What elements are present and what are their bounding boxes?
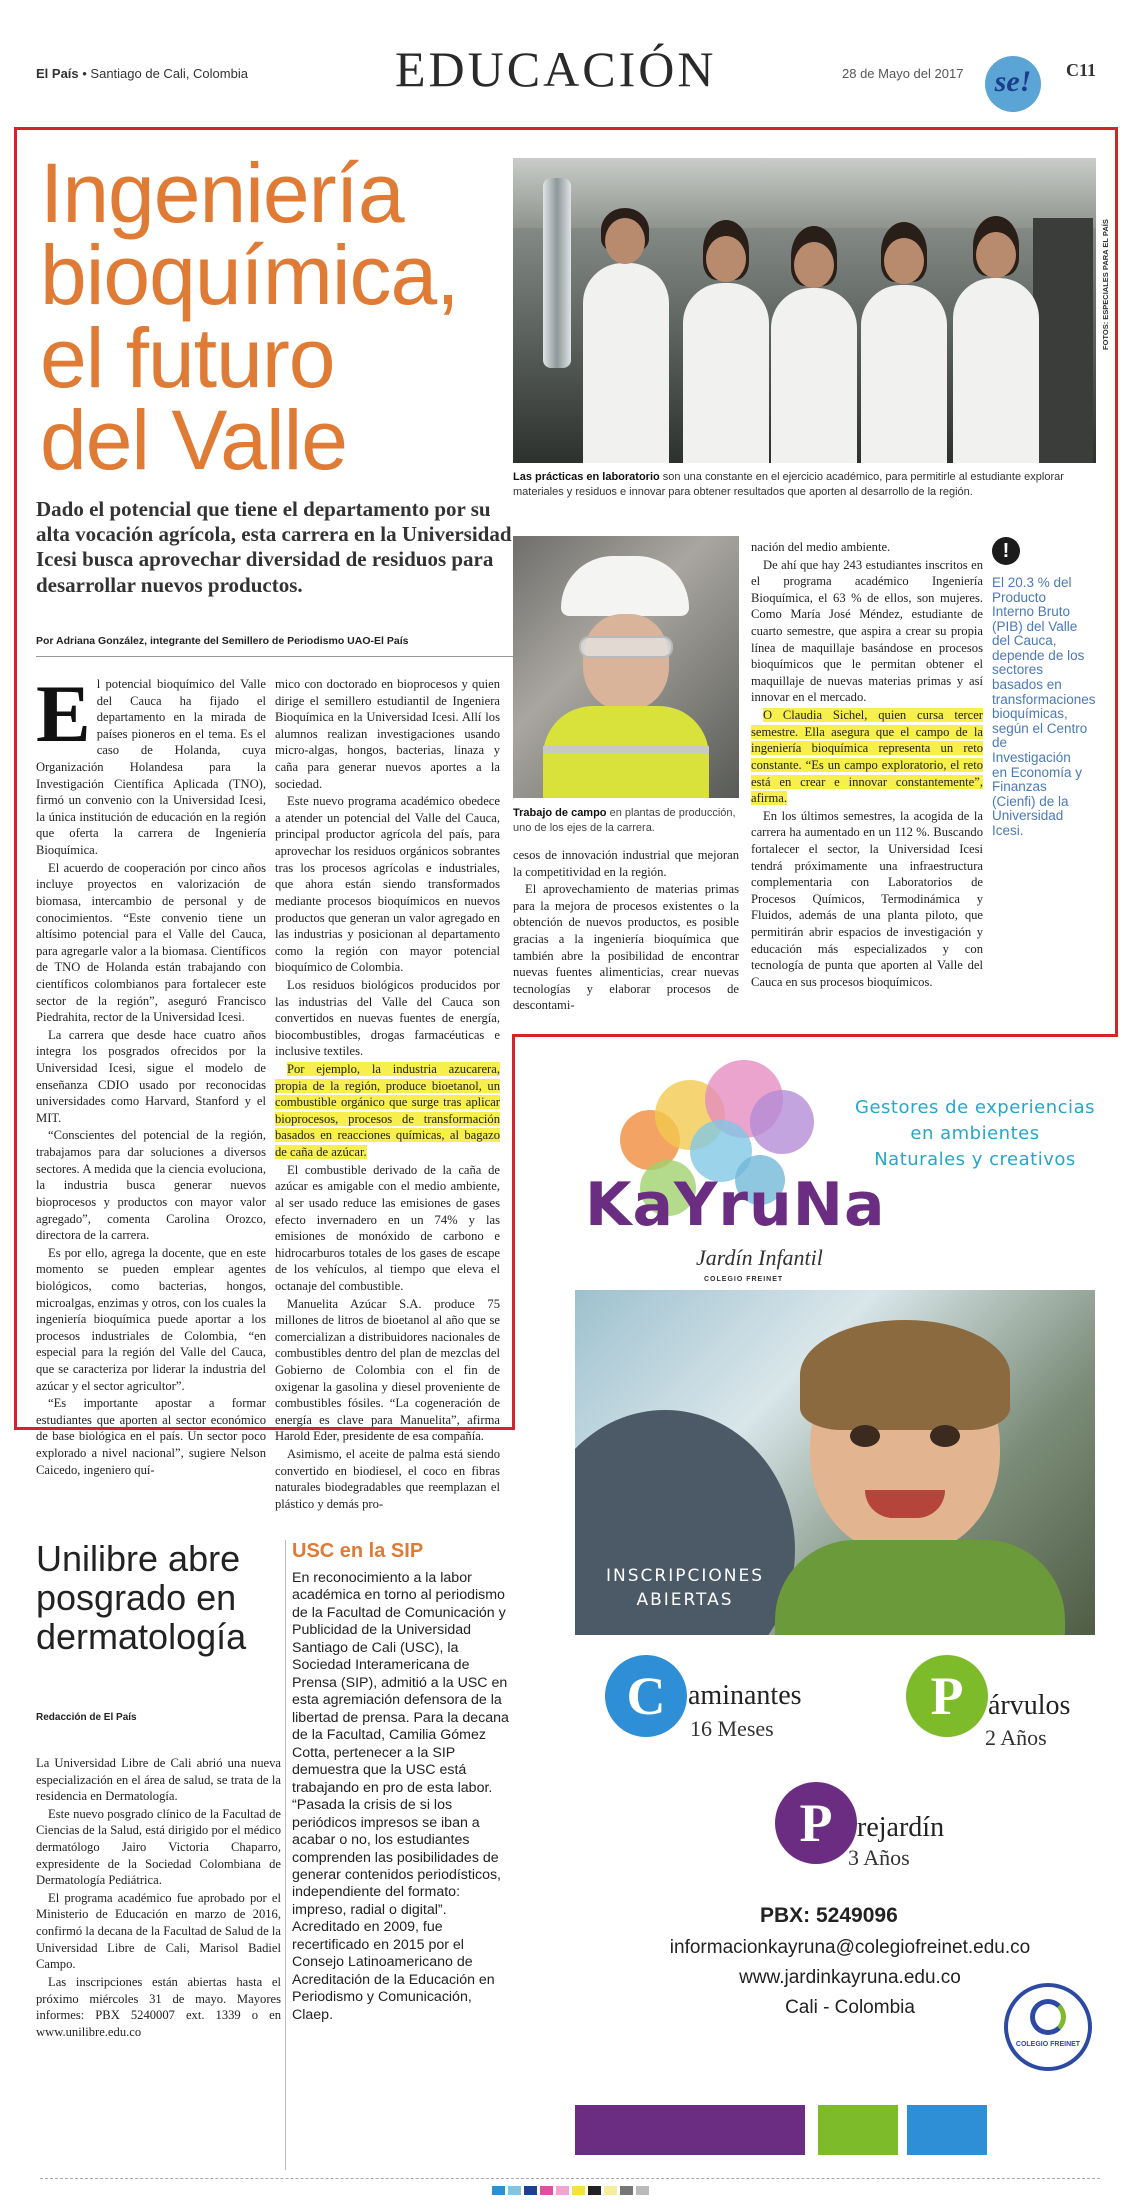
ad-phone: PBX: 5249096 <box>760 1904 898 1927</box>
caption-lead: Las prácticas en laboratorio <box>513 471 660 483</box>
kayruna-logo-text: KaYruNa <box>585 1170 886 1240</box>
colegio-freinet-logo <box>1004 1983 1092 2071</box>
registration-mark <box>540 2186 553 2195</box>
divider <box>36 656 516 657</box>
tagline-line: en ambientes <box>910 1123 1040 1145</box>
paragraph: mico con doctorado en bioprocesos y quien dirige el semillero estudiantil de Ingeniera Bioquímica en la Universidad Icesi. Allí los alumnos realizan investigaciones usando micro-algas, hongos, bacterias, linaza y caña para generar nuevos aportes a la sociedad. <box>275 677 500 791</box>
paragraph: “Es importante apostar a formar estudiantes que aporten al sector económico de base biológica en el país. Un sector poco explorado a nivel nacional”, sugiere Nelson Caicedo, ingeniero quí- <box>36 1396 266 1477</box>
ad-color-bar <box>907 2105 987 2155</box>
headline-line: el futuro <box>40 310 335 405</box>
prejardin-age: 3 Años <box>848 1845 910 1870</box>
highlighted-paragraph: Por ejemplo, la industria azucarera, propia de la región, produce bioetanol, un combustible orgánico que surge tras aplicar bioprocesos, procesos de transformación basados en reacciones químicas, al bagazo de caña de azúcar. <box>275 1062 500 1160</box>
usc-headline: USC en la SIP <box>292 1540 424 1562</box>
paragraph: Manuelita Azúcar S.A. produce 75 millones de litros de bioetanol al año que se comercializan a distribuidores nacionales de combustibles dentro del plan de mezclas del Gobierno de Colombia con el fin de oxigenar la gasolina y diesel proveniente de combustibles fósiles. “La cogeneración de energía es clave para Manuelita”, afirma Harold Eder, presidente de esa compañía. <box>275 1296 500 1444</box>
article-column-2 <box>275 676 500 1511</box>
registration-mark <box>604 2186 617 2195</box>
caminantes-label: aminantes <box>688 1680 802 1711</box>
paragraph: El aprovechamiento de materias primas para la mejora de procesos existentes o la obtención de nuevos productos, es posible gracias a la ingeniería bioquímica que también abre la posibilidad de encontrar nuevas fuentes alimenticias, crear nuevas tecnologías y elaborar procesos de descontami- <box>513 882 739 1013</box>
paragraph: Es por ello, agrega la docente, que en este momento se pueden emplear agentes biológicos, como bacterias, hongos, microalgas, enzimas y otros, con los cuales la ingeniería bioquímica puede aportar a los procesos industriales de Colombia, “en especial para la región del Valle del Cauca, que se caracteriza por liderar la industria del azúcar y el sector agricultor”. <box>36 1245 266 1393</box>
banner-line: INSCRIPCIONES <box>606 1566 764 1586</box>
article-column-4 <box>751 539 983 1039</box>
registration-mark <box>524 2186 537 2195</box>
lab-students-photo <box>513 158 1096 463</box>
ad-color-bar <box>575 2105 805 2155</box>
parvulos-age: 2 Años <box>985 1725 1047 1750</box>
article-dek: Dado el potencial que tiene el departamento por su alta vocación agrícola, esta carrera en la Universidad Icesi busca aprovechar diversidad de residuos para desarrollar nuevos productos. <box>36 497 512 597</box>
highlighted-paragraph: O Claudia Sichel, quien cursa tercer semestre. Ella asegura que el campo de la ingeniería bioquímica representa un reto constante. “Es un campo exploratorio, el reto está en crear e innovar constantemente”, afirma. <box>751 708 983 806</box>
ad-city: Cali - Colombia <box>785 1997 915 2018</box>
article-frame-step <box>512 1034 515 1430</box>
unilibre-body <box>36 1755 281 2041</box>
headline-line: bioquímica, <box>40 228 459 323</box>
masthead-date: 28 de Mayo del 2017 <box>842 66 964 81</box>
small-photo-caption <box>513 806 739 836</box>
registration-mark <box>492 2186 505 2195</box>
column-divider <box>285 1540 286 2170</box>
registration-mark <box>620 2186 633 2195</box>
photo-credit: FOTOS: ESPECIALES PARA EL PAÍS <box>1101 219 1110 350</box>
main-photo-caption <box>513 470 1096 500</box>
registration-mark <box>572 2186 585 2195</box>
paragraph: nación del medio ambiente. <box>751 540 891 554</box>
article-byline: Por Adriana González, integrante del Semillero de Periodismo UAO-El País <box>36 635 409 647</box>
registration-mark <box>556 2186 569 2195</box>
caption-lead: Trabajo de campo <box>513 807 607 819</box>
paragraph: La carrera que desde hace cuatro años integra los posgrados ofrecidos por la Universidad Icesi, sigue el modelo de enseñanza CDIO usado por reconocidas universidades como Harvard, Stanford y el MIT. <box>36 1027 266 1125</box>
tagline-line: Naturales y creativos <box>874 1149 1076 1171</box>
paragraph: El programa académico fue aprobado por el Ministerio de Educación en marzo de 2016, confirmó la decana de la Facultad de Salud de la Universidad Libre de Cali, Marisol Badiel Campo. <box>36 1890 281 1972</box>
prejardin-label: rejardín <box>857 1812 945 1843</box>
registration-mark <box>588 2186 601 2195</box>
prejardin-letter: P <box>775 1782 857 1864</box>
masthead-paper: El País <box>36 66 79 81</box>
paragraph: El combustible derivado de la caña de azúcar es amigable con el medio ambiente, al ser usado reduce las emisiones de gases efecto invernadero en un 74% y las emisiones de monóxido de carbono e hidrocarburos totales de los gases de escape de los vehículos, al tiempo que eleva el octanaje del combustible. <box>275 1162 500 1293</box>
paragraph: Este nuevo programa académico obedece a atender un potencial del Valle del Cauca, principal productor agrícola del país, para aprovechar los residuos orgánicos sobrantes tras los procesos agrícolas e industriales, que ahora están siendo transformados mediante procesos bioquímicos en nuevos productos que generan un valor agregado en las industrias y posicionan al departamento como la región con mayor potencial bioquímico de Colombia. <box>275 794 500 975</box>
unilibre-byline: Redacción de El País <box>36 1712 137 1723</box>
paragraph: En los últimos semestres, la acogida de la carrera ha aumentado en un 112 %. Buscando fortalecer el sector, la Universidad Icesi tendrá próximamente una infraestructura complementaria con Laboratorios de Procesos Químicos, Termodinámica y Fluidos, además de una planta piloto, que permitirán abrir espacios de investigación y educación más especializados y con tecnología de punta que aporten al Valle del Cauca en sus procesos bioquímicos. <box>751 808 983 989</box>
registration-mark <box>636 2186 649 2195</box>
usc-body: En reconocimiento a la labor académica en torno al periodismo de la Facultad de Comunicación y Publicidad de la Universidad Santiago de Cali (USC), la Sociedad Interamericana de Prensa (SIP), admitió a la USC en esta agremiación defensora de la libertad de prensa. Para la decana de la Facultad, Camilia Gómez Cotta, pertenecer a la SIP demuestra que la USC está trabajando en pro de esta labor. “Pasada la crisis de si los periódicos impresos se iban a acabar o no, los estudiantes comprenden las posibilidades de generar contenidos periodísticos, independiente del formato: impreso, radial o digital”. Acreditado en 2009, fue recertificado en 2015 por el Consejo Latinoamericano de Acreditación de la Educación en Periodismo y Comunicación, Claep. <box>292 1570 509 2023</box>
paragraph: Los residuos biológicos producidos por las industrias del Valle del Cauca son convertidos en nuevas fuentes de energía, biocombustibles, drogas farmacéuticas e inclusive textiles. <box>275 977 500 1059</box>
caption-text: son una constante en el ejercicio académico, para permitirle al estudiante explorar materiales y residuos e innovar para obtener resultados que aporten al desarrollo de la región. <box>513 471 1064 498</box>
exclamation-icon: ! <box>992 537 1020 565</box>
paragraph: cesos de innovación industrial que mejoran la competitividad en la región. <box>513 848 739 879</box>
paragraph: Las inscripciones están abiertas hasta el próximo miércoles 31 de mayo. Mayores informes: PBX 5240007 ext. 1339 o en www.unilibre.edu.co <box>36 1974 281 2039</box>
parvulos-label: árvulos <box>988 1690 1071 1721</box>
unilibre-headline: Unilibre abre posgrado en dermatología <box>36 1538 247 1657</box>
paragraph: El acuerdo de cooperación por cinco años incluye proyectos en valorización de biomasa, intercambio de personal y de conocimientos. “Este convenio tiene un altísimo potencial para el Valle del Cauca, para agregarle valor a la biomasa. Científicos de TNO de Holanda están trabajando con científicos colombianos para fortalecer este sector de la región”, aseguró Francisco Piedrahita, rector de la Universidad Icesi. <box>36 860 266 1025</box>
registration-mark <box>508 2186 521 2195</box>
article-column-3 <box>513 847 739 1037</box>
masthead-paper-city: El País • Santiago de Cali, Colombia <box>36 66 248 81</box>
masthead-city: Santiago de Cali, Colombia <box>90 66 248 81</box>
inscripciones-banner <box>585 1565 785 1613</box>
sidebar-fact: El 20.3 % del Producto Interno Bruto (PIB) del Valle del Cauca, depende de los sectores basados en transformaciones bioquímicas, según el Centro de Investigación en Economía y Finanzas (Cienfi) de la Universidad Icesi. <box>992 575 1096 838</box>
paragraph: l potencial bioquímico del Valle del Cauca ha fijado el departamento en la mirada de países pioneros en el tema. Es el caso de Holanda, cuya Organización Holandesa para la Investigación Científica Aplicada (TNO), firmó un convenio con la Universidad Icesi, la única institución de educación en la región que oferta la carrera de Ingeniería Bioquímica. <box>36 677 266 858</box>
ad-email: informacionkayruna@colegiofreinet.edu.co <box>669 1937 1031 1958</box>
trim-line <box>40 2178 1100 2179</box>
paragraph: De ahí que hay 243 estudiantes inscritos en el programa académico Ingeniería Bioquímica, el 63 % de ellos, son mujeres. Como María José Méndez, estudiante de cuarto semestre, que aspira a crear su propia línea de maquillaje basándose en procesos bioquímicos que le permitan obtener el maquillaje de nuevas materias primas y así innovar en el mercado. <box>751 557 983 705</box>
jardin-infantil-label: Jardín Infantil <box>696 1245 823 1270</box>
drop-cap: E <box>36 668 91 759</box>
banner-line: ABIERTAS <box>636 1589 734 1610</box>
paragraph: Este nuevo posgrado clínico de la Facultad de Ciencias de la Salud, está dirigido por el médico dermatólogo Jairo Victoria Chaparro, expresidente de la Sociedad Colombiana de Dermatología Pediátrica. <box>36 1806 281 1888</box>
ad-website: www.jardinkayruna.edu.co <box>739 1967 961 1988</box>
article-frame-left <box>14 127 17 1430</box>
se-logo: se! <box>985 56 1041 112</box>
section-title: EDUCACIÓN <box>395 41 717 97</box>
colegio-freinet-small: COLEGIO FREINET <box>704 1276 784 1283</box>
headline-line: Ingeniería <box>40 146 404 240</box>
caminantes-letter: C <box>605 1655 687 1737</box>
main-headline <box>40 146 510 487</box>
freinet-logo-text: COLEGIO FREINET <box>1015 2041 1081 2048</box>
caminantes-age: 16 Meses <box>690 1716 774 1741</box>
tagline-line: Gestores de experiencias <box>855 1097 1095 1118</box>
page-number: C11 <box>1066 60 1097 80</box>
field-work-photo <box>513 536 739 798</box>
ad-tagline <box>840 1095 1110 1173</box>
article-column-1 <box>36 668 266 1477</box>
parvulos-letter: P <box>906 1655 988 1737</box>
paragraph: La Universidad Libre de Cali abrió una nueva especialización en el área de salud, se trata de la residencia en Dermatología. <box>36 1756 281 1804</box>
paragraph: Asimismo, el aceite de palma está siendo convertido en biodiesel, el coco en fibras naturales biodegradables que reemplazan el plástico y demás pro- <box>275 1447 500 1511</box>
paragraph: “Conscientes del potencial de la región, trabajamos para dar soluciones a diversos sectores. A medida que la ciencia evoluciona, la industria busca generar nuevos bioprocesos y productos con mayor valor agregado”, comenta Carolina Orozco, directora de la carrera. <box>36 1128 266 1243</box>
ad-color-bar <box>818 2105 898 2155</box>
headline-line: del Valle <box>40 392 347 487</box>
caption-text: en plantas de producción, uno de los ejes de la carrera. <box>513 807 736 834</box>
